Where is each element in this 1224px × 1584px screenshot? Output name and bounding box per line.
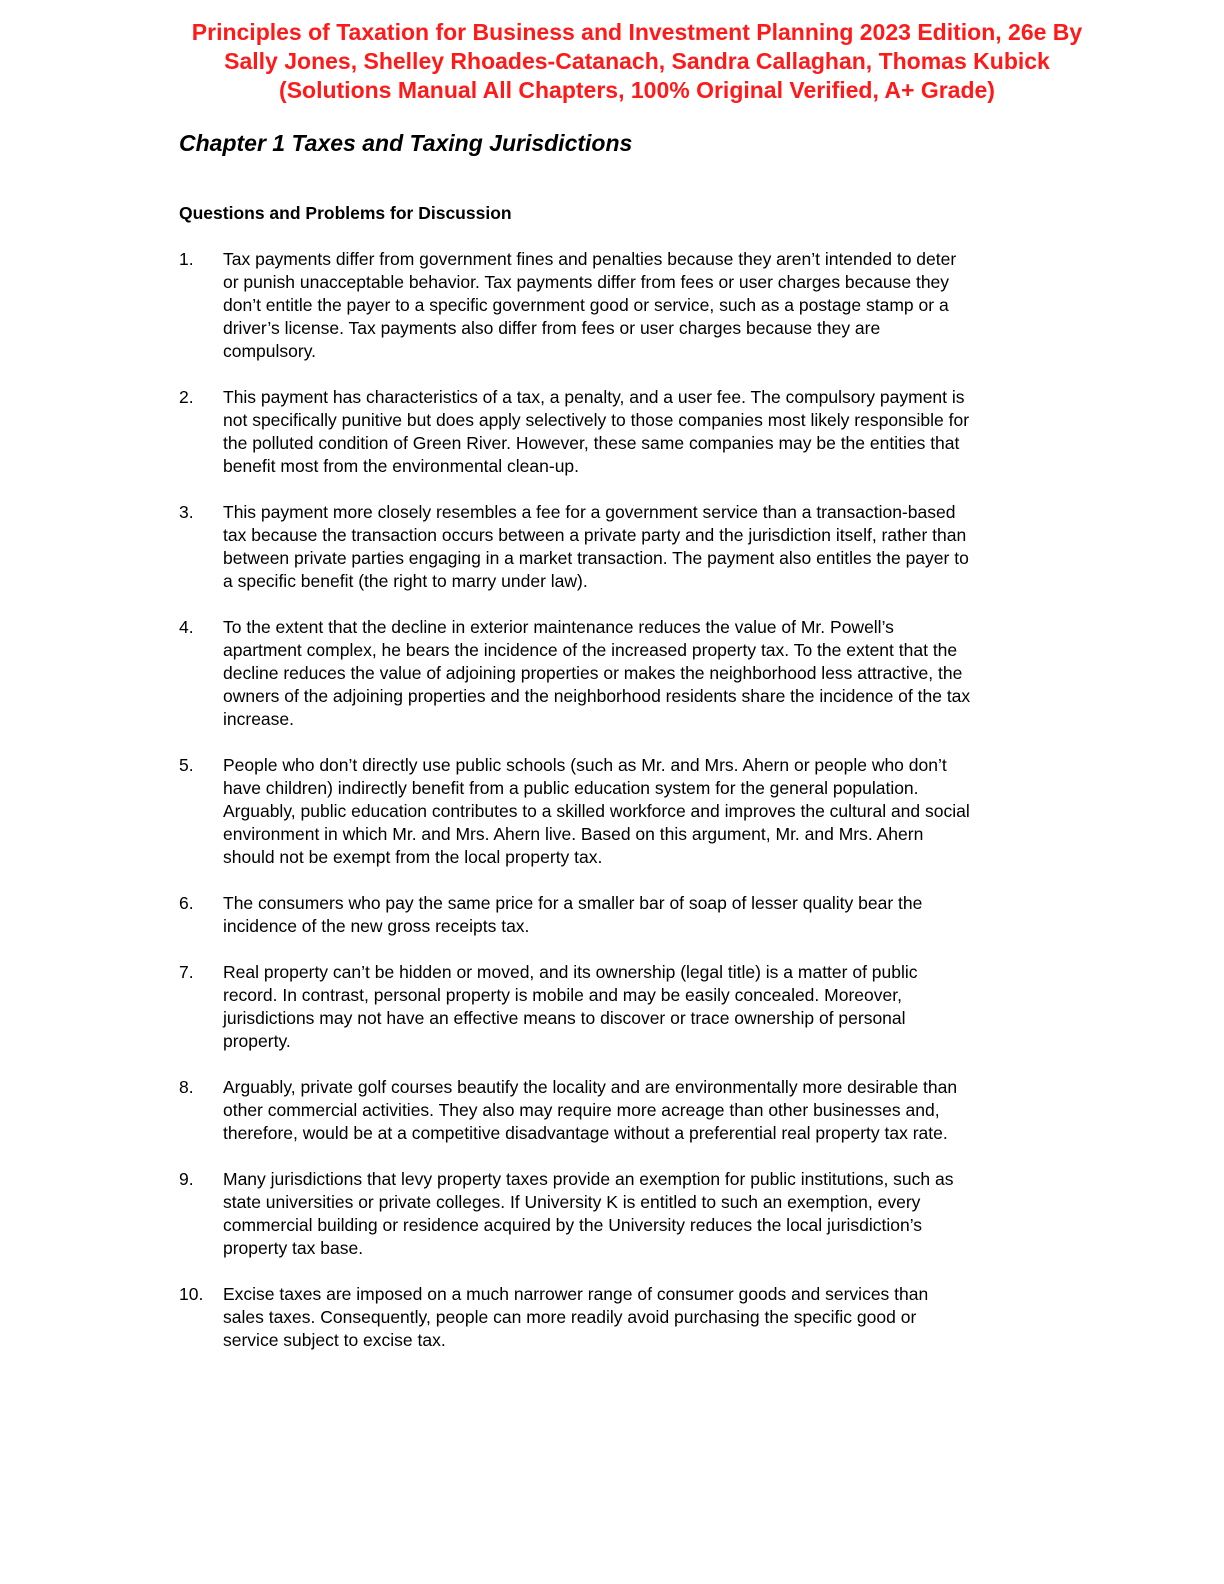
answer-line: This payment has characteristics of a tax, a penalty, and a user fee. The compulsory payment is [223,387,965,407]
answer-line: To the extent that the decline in exterior maintenance reduces the value of Mr. Powell’s [223,617,894,637]
answer-text [223,961,1079,1053]
answer-item [179,892,1079,961]
answer-line: Arguably, public education contributes to a skilled workforce and improves the cultural and social [223,801,970,821]
answer-text [223,501,1079,593]
answer-line: Excise taxes are imposed on a much narrower range of consumer goods and services than [223,1284,929,1304]
answer-line: or punish unacceptable behavior. Tax payments differ from fees or user charges because they [223,272,950,292]
banner-line: (Solutions Manual All Chapters, 100% Original Verified, A+ Grade) [279,77,995,103]
answer-item [179,754,1079,892]
answer-line: property tax base. [223,1238,364,1258]
answer-text [223,1076,1079,1145]
answer-list [179,248,1079,1352]
banner-line: Principles of Taxation for Business and Investment Planning 2023 Edition, 26e By [191,19,1083,45]
answer-number: 1. [179,249,194,269]
answer-line: decline reduces the value of adjoining properties or makes the neighborhood less attractive, the [223,663,963,683]
answer-text [223,1168,1079,1260]
answer-number: 4. [179,617,194,637]
answer-item [179,616,1079,754]
answer-number: 3. [179,502,194,522]
answer-line: service subject to excise tax. [223,1330,446,1350]
answer-number: 2. [179,387,194,407]
answer-item [179,1076,1079,1168]
answer-line: apartment complex, he bears the incidence of the increased property tax. To the extent that the [223,640,958,660]
answer-item [179,1168,1079,1283]
answer-line: Many jurisdictions that levy property taxes provide an exemption for public institutions, such as [223,1169,954,1189]
answer-line: commercial building or residence acquired by the University reduces the local jurisdiction’s [223,1215,923,1235]
answer-line: This payment more closely resembles a fee for a government service than a transaction-based [223,502,956,522]
answer-text [223,1283,1079,1352]
answer-line: benefit most from the environmental clean-up. [223,456,580,476]
answer-line: compulsory. [223,341,317,361]
answer-line: have children) indirectly benefit from a public education system for the general population. [223,778,919,798]
answer-number: 8. [179,1077,194,1097]
answer-item [179,248,1079,386]
answer-number: 5. [179,755,194,775]
banner-title [120,18,1154,105]
answer-line: state universities or private colleges. If University K is entitled to such an exemption, every [223,1192,921,1212]
answer-line: environment in which Mr. and Mrs. Ahern live. Based on this argument, Mr. and Mrs. Ahern [223,824,924,844]
answer-line: tax because the transaction occurs between a private party and the jurisdiction itself, rather than [223,525,967,545]
answer-line: property. [223,1031,291,1051]
answer-line: not specifically punitive but does apply selectively to those companies most likely responsible for [223,410,970,430]
answer-line: incidence of the new gross receipts tax. [223,916,530,936]
chapter-title: Chapter 1 Taxes and Taxing Jurisdictions [179,130,633,156]
answer-number: 10. [179,1284,204,1304]
banner-line: Sally Jones, Shelley Rhoades-Catanach, Sandra Callaghan, Thomas Kubick [224,48,1050,74]
answer-text [223,616,1079,731]
section-heading: Questions and Problems for Discussion [179,203,512,223]
answer-text [223,248,1079,363]
answer-item [179,1283,1079,1352]
answer-text [223,754,1079,869]
answer-line: sales taxes. Consequently, people can more readily avoid purchasing the specific good or [223,1307,917,1327]
answer-text [223,386,1079,478]
answer-line: the polluted condition of Green River. However, these same companies may be the entities that [223,433,960,453]
answer-number: 9. [179,1169,194,1189]
answer-text [223,892,1079,938]
answer-line: The consumers who pay the same price for a smaller bar of soap of lesser quality bear the [223,893,923,913]
answer-line: should not be exempt from the local property tax. [223,847,603,867]
answer-line: Real property can’t be hidden or moved, and its ownership (legal title) is a matter of public [223,962,918,982]
answer-line: People who don’t directly use public schools (such as Mr. and Mrs. Ahern or people who don’t [223,755,947,775]
answer-item [179,501,1079,616]
answer-line: therefore, would be at a competitive disadvantage without a preferential real property tax rate. [223,1123,948,1143]
answer-line: increase. [223,709,295,729]
answer-line: between private parties engaging in a market transaction. The payment also entitles the payer to [223,548,969,568]
answer-line: Arguably, private golf courses beautify the locality and are environmentally more desirable than [223,1077,958,1097]
answer-line: owners of the adjoining properties and the neighborhood residents share the incidence of the tax [223,686,971,706]
answer-item [179,961,1079,1076]
answer-line: driver’s license. Tax payments also differ from fees or user charges because they are [223,318,881,338]
answer-line: don’t entitle the payer to a specific government good or service, such as a postage stamp or a [223,295,949,315]
answer-line: record. In contrast, personal property is mobile and may be easily concealed. Moreover, [223,985,902,1005]
answer-number: 6. [179,893,194,913]
answer-number: 7. [179,962,194,982]
answer-item [179,386,1079,501]
answer-line: Tax payments differ from government fines and penalties because they aren’t intended to deter [223,249,957,269]
answer-line: a specific benefit (the right to marry under law). [223,571,588,591]
answer-line: other commercial activities. They also may require more acreage than other businesses and, [223,1100,940,1120]
answer-line: jurisdictions may not have an effective means to discover or trace ownership of personal [223,1008,906,1028]
